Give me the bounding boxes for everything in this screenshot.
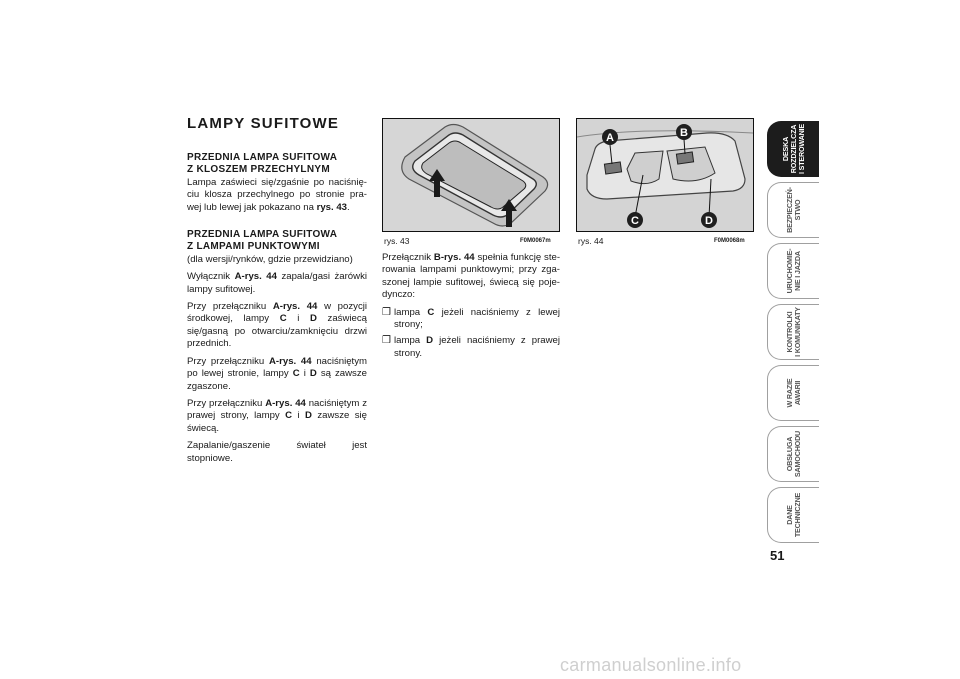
text: Przełącznik — [382, 252, 434, 263]
figure-caption-rys43: rys. 43 — [384, 236, 410, 246]
figure-caption-rys44: rys. 44 — [578, 236, 604, 246]
section1-end: . — [347, 201, 350, 213]
section2-heading-line2: Z LAMPAMI PUNKTOWYMI — [187, 241, 320, 253]
figure-rys44 — [576, 118, 754, 232]
tab-label: W RAZIE AWARII — [784, 378, 802, 408]
text: Przy przełączniku — [187, 301, 273, 313]
ref-a-rys44: A-rys. 44 — [272, 301, 318, 313]
lamp-d-ref: D — [310, 313, 317, 325]
ref-rys43: rys. 43 — [316, 201, 348, 213]
watermark: carmanualsonline.info — [560, 655, 742, 675]
ref-a-rys44: A-rys. 44 — [234, 271, 277, 283]
svg-text:A: A — [606, 132, 614, 144]
ref-b-rys44: B-rys. 44 — [433, 252, 475, 263]
figure-rys43 — [382, 118, 560, 232]
lamp-c-ref: C — [292, 368, 300, 380]
label-d — [701, 212, 717, 228]
text: lampa — [394, 306, 428, 318]
section1-heading — [187, 152, 367, 177]
lamp-d-ref: D — [309, 368, 317, 380]
svg-text:D: D — [705, 215, 713, 227]
tab-label: DANE TECHNICZNE — [784, 492, 802, 538]
paragraph-5: Zapalanie/gaszenie świateł jest stopniowe. — [187, 440, 367, 464]
bullet-box-icon: ❒ — [382, 335, 391, 347]
tab-label: OBSŁUGA SAMOCHODU — [784, 430, 802, 478]
paragraph-1 — [187, 271, 367, 296]
lamp-d-ref: D — [305, 410, 312, 422]
text: Przy przełączniku — [187, 355, 269, 367]
lamp-d-ref: D — [426, 335, 434, 347]
ref-a-rys44: A-rys. 44 — [265, 397, 306, 409]
text: Wyłącznik — [187, 271, 235, 283]
paragraph-2 — [187, 301, 367, 351]
text: w pozycji środkowej, lampy — [187, 301, 368, 325]
text: jeżeli naciśniemy z prawej strony. — [394, 335, 560, 359]
section2-heading — [187, 229, 367, 254]
tab-uruchomienie[interactable] — [767, 243, 819, 299]
figure-code-rys43: F0M0067m — [520, 238, 551, 244]
tab-label: DESKA ROZDZIELCZA I STEROWANIE — [780, 124, 806, 174]
label-a — [602, 129, 618, 145]
text: lampa — [394, 335, 427, 347]
bullet-lamp-c — [382, 307, 560, 332]
bullet-text — [394, 307, 560, 332]
text: naciśniętym z prawej strony, lampy — [187, 397, 368, 422]
figure-code-rys44: F0M0068m — [714, 238, 745, 244]
ref-a-rys44: A-rys. 44 — [269, 355, 312, 367]
left-column — [187, 152, 367, 470]
tab-dane-techniczne[interactable] — [767, 487, 819, 543]
label-c — [627, 212, 643, 228]
text: zawsze się świecą. — [187, 410, 367, 434]
tilting-lamp-illustration — [383, 119, 559, 231]
section1-heading-line2: Z KLOSZEM PRZECHYLNYM — [187, 164, 330, 176]
text: i — [299, 368, 310, 380]
label-b — [676, 124, 692, 140]
text: Przy przełączniku — [187, 397, 266, 409]
spot-lamp-illustration — [577, 119, 753, 231]
page-number: 51 — [770, 548, 785, 563]
section1-text: Lampa zaświeci się/zgaśnie po naciśnię-ciu klosza przechylnego po stronie pra-wej lub lewej jak pokazano na — [187, 176, 367, 213]
text: naciśniętym po lewej stronie, lampy — [187, 355, 368, 380]
tab-w-razie-awarii[interactable] — [767, 365, 819, 421]
svg-text:C: C — [631, 215, 639, 227]
tab-deska-rozdzielcza[interactable] — [767, 121, 819, 177]
section1-heading-line1: PRZEDNIA LAMPA SUFITOWA — [187, 152, 338, 163]
bullet-lamp-d — [382, 335, 560, 360]
tab-kontrolki[interactable] — [767, 304, 819, 360]
paragraph-4 — [187, 398, 367, 435]
section2-note: (dla wersji/rynków, gdzie przewidziano) — [187, 253, 353, 265]
bullet-text — [394, 335, 560, 360]
tab-bezpieczenstwo[interactable] — [767, 182, 819, 238]
lamp-c-ref: C — [285, 410, 293, 422]
text: są zawsze zgaszone. — [187, 368, 367, 392]
svg-text:B: B — [680, 127, 688, 139]
page-title: LAMPY SUFITOWE — [187, 115, 340, 132]
tab-label: URUCHOMIE- NIE I JAZDA — [784, 248, 802, 294]
text: zaświecą się/gasną po otwarciu/zamknięciu drzwi przednich. — [187, 313, 368, 350]
switch-b-paragraph — [382, 252, 560, 302]
bullet-box-icon: ❒ — [382, 306, 391, 318]
lamp-c-ref: C — [427, 306, 435, 318]
right-column — [382, 252, 560, 364]
paragraph-3 — [187, 356, 367, 393]
text: zapala/gasi żarówki lampy sufitowej. — [187, 271, 367, 295]
text: jeżeli naciśniemy z lewej strony; — [394, 306, 561, 331]
tab-label: BEZPIECZEŃ- STWO — [784, 187, 802, 233]
tab-obsluga[interactable] — [767, 426, 819, 482]
tab-label: KONTROLKI I KOMUNIKATY — [784, 307, 802, 357]
lamp-c-ref: C — [279, 313, 287, 325]
text: i — [286, 313, 310, 325]
section1-paragraph — [187, 177, 367, 214]
section2-heading-line1: PRZEDNIA LAMPA SUFITOWA — [187, 229, 338, 241]
text: i — [292, 410, 305, 422]
text: spełnia funkcję ste-rowania lampami punktowymi; przy zga-szonej lampie sufitowej, świecą się poje-dynczo: — [382, 252, 561, 301]
